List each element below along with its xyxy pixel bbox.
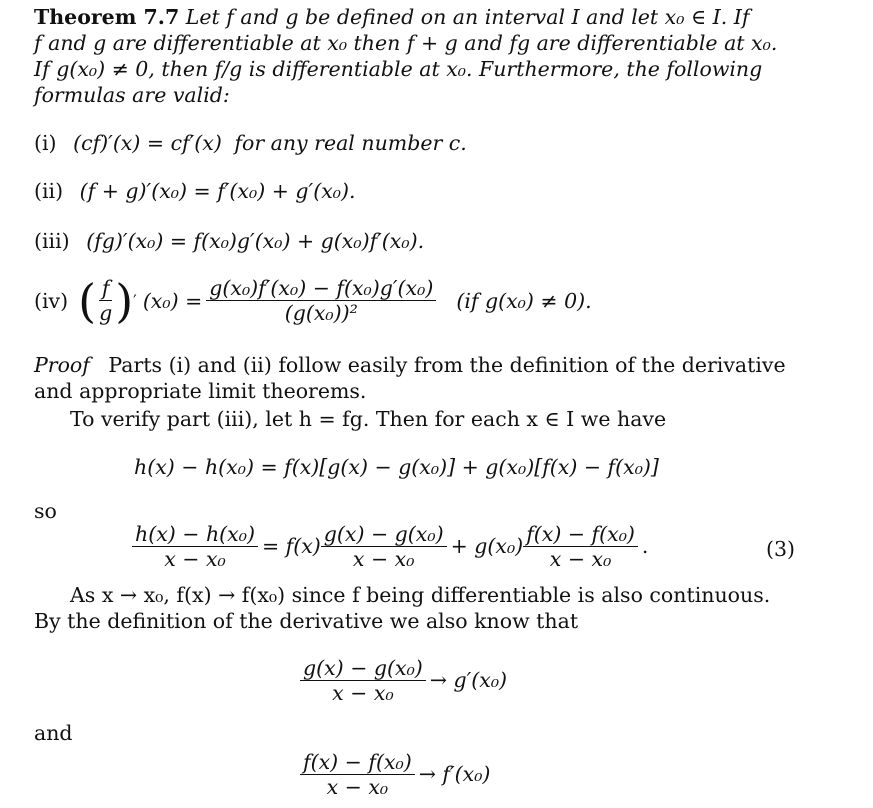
theorem-text-4: formulas are valid: bbox=[34, 83, 230, 107]
eq3-tag: (3) bbox=[766, 537, 796, 561]
f-over-g-num: f bbox=[99, 276, 113, 301]
item-i-note: for any real number c. bbox=[234, 131, 467, 155]
limit-f-derivative bbox=[300, 746, 490, 802]
proof-line-2 bbox=[34, 378, 366, 404]
theorem-line-1 bbox=[34, 4, 749, 30]
item-i-formula: (cf)′(x) = cf′(x) bbox=[73, 131, 222, 155]
proof-line-1 bbox=[34, 352, 786, 378]
lim1-fraction bbox=[300, 656, 426, 705]
word-and bbox=[34, 720, 73, 746]
proof-text-3a: As x → x₀, f(x) → f(x₀) since f being differentiable is also continuous. bbox=[70, 583, 771, 607]
theorem-line-4 bbox=[34, 82, 230, 108]
theorem-text-1: Let f and g be defined on an interval I and let x₀ ∈ I. If bbox=[185, 5, 750, 29]
quotient-den: (g(x₀))² bbox=[284, 301, 358, 325]
lim1-num: g(x) − g(x₀) bbox=[300, 656, 426, 681]
word-so bbox=[34, 498, 57, 524]
eq3-g-fraction bbox=[321, 522, 447, 571]
item-i-label: (i) bbox=[34, 131, 57, 155]
item-iii bbox=[34, 228, 424, 254]
eq3-g-den: x − x₀ bbox=[352, 546, 415, 571]
item-iv: (iv) ( $\frac{f}{g}$ ) ′ (x₀) = $\frac{\text{g(x₀)f′(x₀) − f(x₀)g′(x₀)}}{\text{(g(x₀))²}}$ (if g(x₀) ≠ 0). bbox=[34, 273, 592, 328]
so-text: so bbox=[34, 499, 57, 523]
item-iv-label: (iv) bbox=[34, 288, 69, 313]
equation-3: $\frac{\text{h(x) − h(x₀)}}{\text{x − x₀}}$ = f(x) $\frac{\text{g(x) − g(x₀)}}{\text{x − x₀}}$ + g(x₀) $\frac{\text{f(x) − f(x₀)}}{\text{x − x₀}}$ . bbox=[132, 518, 648, 574]
proof-label: Proof bbox=[34, 353, 90, 377]
and-text: and bbox=[34, 721, 73, 745]
item-iii-formula: (fg)′(x₀) = f(x₀)g′(x₀) + g(x₀)f′(x₀). bbox=[86, 229, 425, 253]
proof-text-1a: Parts (i) and (ii) follow easily from the definition of the derivative bbox=[108, 353, 786, 377]
lim1-den: x − x₀ bbox=[332, 680, 394, 705]
limit-g-derivative bbox=[300, 652, 507, 708]
proof-line-5 bbox=[34, 608, 578, 634]
theorem-line-2 bbox=[34, 30, 777, 56]
item-iii-label: (iii) bbox=[34, 229, 70, 253]
proof-text-2: To verify part (iii), let h = fg. Then for each x ∈ I we have bbox=[70, 407, 667, 431]
item-iv-note: (if g(x₀) ≠ 0). bbox=[456, 288, 592, 313]
proof-text-3b: By the definition of the derivative we also know that bbox=[34, 609, 579, 633]
item-ii-formula: (f + g)′(x₀) = f′(x₀) + g′(x₀). bbox=[79, 179, 356, 203]
eq3-mid2: + g(x₀) bbox=[450, 534, 524, 558]
lim2-rhs: → f′(x₀) bbox=[418, 762, 491, 786]
eq3-f-fraction bbox=[523, 522, 638, 571]
equation-h-difference bbox=[134, 454, 659, 480]
eq3-f-den: x − x₀ bbox=[549, 546, 612, 571]
lim2-fraction bbox=[300, 750, 415, 799]
theorem-label: Theorem 7.7 bbox=[34, 5, 180, 29]
f-over-g-den: g bbox=[99, 301, 113, 325]
proof-text-1b: and appropriate limit theorems. bbox=[34, 379, 367, 403]
item-i bbox=[34, 130, 467, 156]
item-ii-label: (ii) bbox=[34, 179, 64, 203]
eq3-lhs-den: x − x₀ bbox=[164, 546, 226, 571]
proof-line-4 bbox=[70, 582, 770, 608]
theorem-line-3 bbox=[34, 56, 762, 82]
quotient-rule-fraction bbox=[206, 276, 436, 325]
lim2-num: f(x) − f(x₀) bbox=[300, 750, 415, 775]
item-iv-arg: (x₀) = bbox=[142, 288, 203, 313]
eq3-mid1: = f(x) bbox=[261, 534, 321, 558]
item-ii bbox=[34, 178, 356, 204]
eq3-lhs-fraction bbox=[132, 522, 258, 571]
proof-line-3 bbox=[70, 406, 666, 432]
lim1-rhs: → g′(x₀) bbox=[429, 668, 508, 692]
eq3-f-num: f(x) − f(x₀) bbox=[523, 522, 638, 547]
quotient-num: g(x₀)f′(x₀) − f(x₀)g′(x₀) bbox=[206, 276, 436, 301]
theorem-text-3: If g(x₀) ≠ 0, then f/g is differentiable at x₀. Furthermore, the following bbox=[34, 57, 763, 81]
f-over-g-fraction bbox=[96, 276, 115, 325]
equation-tag-3 bbox=[766, 536, 795, 562]
left-paren: ( bbox=[78, 273, 97, 328]
lim2-den: x − x₀ bbox=[326, 774, 389, 799]
eq3-g-num: g(x) − g(x₀) bbox=[321, 522, 447, 547]
eq3-lhs-num: h(x) − h(x₀) bbox=[132, 522, 258, 547]
right-paren: ) bbox=[115, 273, 134, 328]
eq1-text: h(x) − h(x₀) = f(x)[g(x) − g(x₀)] + g(x₀)[f(x) − f(x₀)] bbox=[134, 455, 659, 479]
theorem-text-2: f and g are differentiable at x₀ then f + g and fg are differentiable at x₀. bbox=[34, 31, 778, 55]
